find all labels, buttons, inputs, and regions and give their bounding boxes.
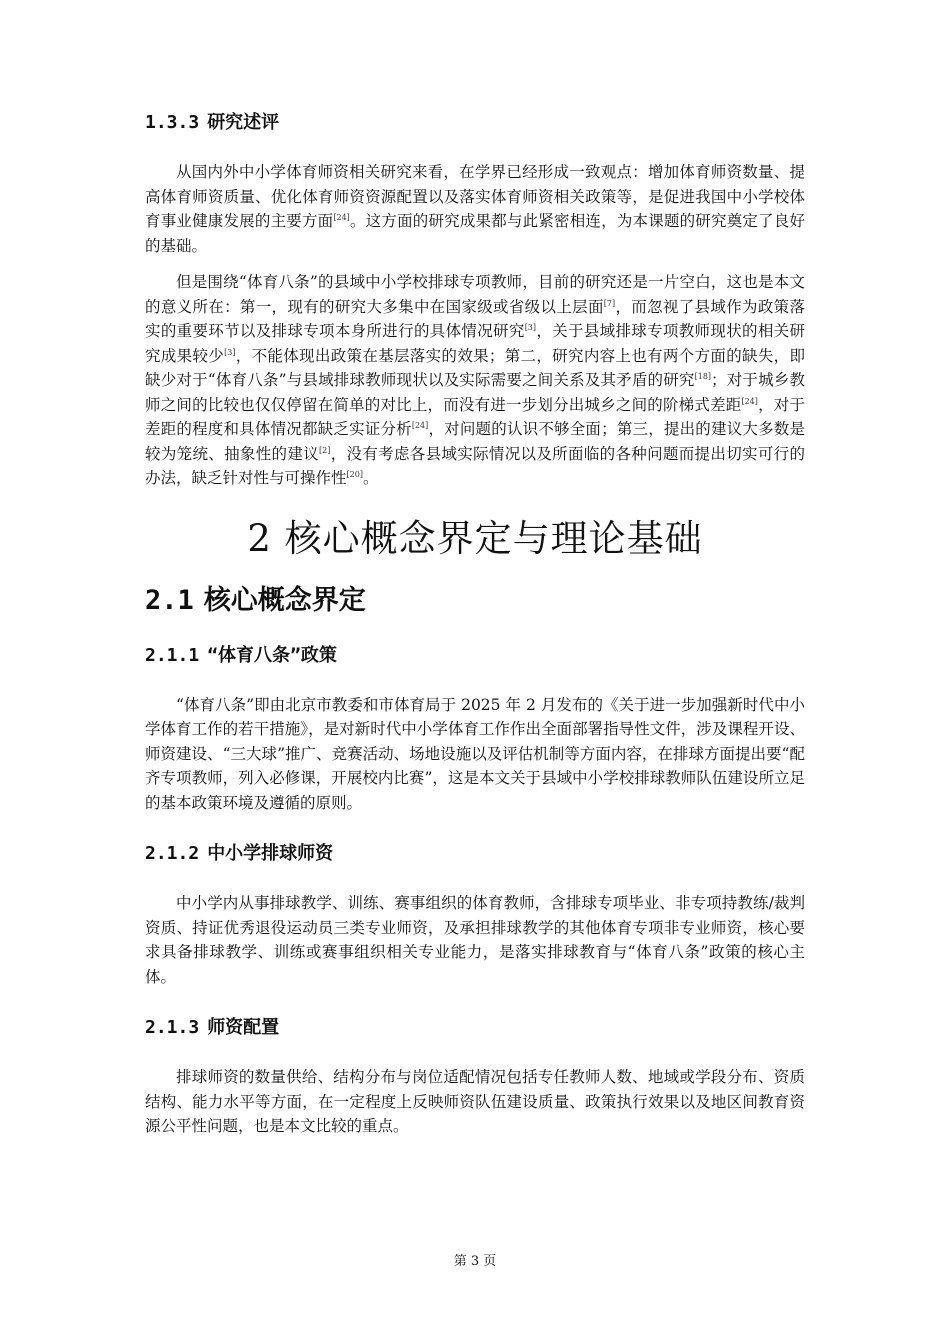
paragraph-review-2 [145, 270, 805, 491]
page-content [145, 110, 805, 1139]
heading-title: 研究述评 [207, 112, 280, 133]
heading-1-3-3 [145, 110, 805, 136]
heading-2-1-2 [145, 841, 805, 867]
text-run: 从国内外中小学体育师资相关研究来看，在学界已经形成一致观点：增加体育师资数量、提高体育师资质量、优化体育师资资源配置以及落实体育师资相关政策等，是促进我国中小学校体育事业健康发展的主要方面 [145, 163, 805, 230]
heading-2-1-1 [145, 643, 805, 669]
text-run: 但是围绕“体育八条”的县域中小学校排球专项教师，目前的研究还是一片空白，这也是本文的意义所在：第一，现有的研究大多集中在国家级或省级以上层面 [145, 273, 805, 316]
text-run: ，对于差距的程度和具体情况都缺乏实证分析 [145, 395, 805, 438]
text-run: ，不能体现出政策在基层落实的效果；第二，研究内容上也有两个方面的缺失，即缺少对于“体育八条”与县域排球教师现状以及实际需要之间关系及其矛盾的研究 [145, 346, 805, 389]
paragraph-teacher-allocation: 排球师资的数量供给、结构分布与岗位适配情况包括专任教师人数、地域或学段分布、资质结构、能力水平等方面，在一定程度上反映师资队伍建设质量、政策执行效果以及地区间教育资源公平性问题，也是本文比较的重点。 [145, 1068, 805, 1135]
citation: [24] [741, 396, 758, 406]
heading-number: 2.1.3 [145, 1017, 200, 1038]
citation: [3] [524, 322, 537, 332]
heading-title: 核心概念界定 [203, 584, 366, 616]
heading-number: 1.3.3 [145, 112, 200, 133]
text-run: ，关于县域排球专项教师现状的相关研究成果较少 [145, 322, 805, 365]
text-run: 。 [362, 469, 379, 487]
chapter-title: 2 核心概念界定与理论基础 [247, 516, 703, 560]
page-number: 第 3 页 [453, 1254, 497, 1269]
heading-title: “体育八条”政策 [207, 644, 337, 666]
citation: [3] [224, 347, 236, 357]
citation: [24] [411, 420, 429, 430]
paragraph-review-1 [145, 160, 805, 258]
text-run: 。这方面的研究成果都与此紧密相连，为本课题的研究奠定了良好的基础。 [145, 212, 805, 255]
citation: [7] [603, 298, 616, 308]
heading-number: 2.1 [145, 584, 194, 616]
heading-title: 师资配置 [207, 1017, 280, 1038]
heading-number: 2.1.2 [145, 843, 200, 864]
heading-title: 中小学排球师资 [207, 843, 334, 864]
heading-number: 2.1.1 [145, 644, 200, 666]
paragraph-volleyball-teachers: 中小学内从事排球教学、训练、赛事组织的体育教师，含排球专项毕业、非专项持教练/裁判资质、持证优秀退役运动员三类专业师资，及承担排球教学的其他体育专项非专业师资，核心要求具备排球教学、训练或赛事组织相关专业能力，是落实排球教育与“体育八条”政策的核心主体。 [145, 894, 805, 986]
heading-2-1-3 [145, 1015, 805, 1041]
text-run: ，对问题的认识不够全面；第三，提出的建议大多数是较为笼统、抽象性的建议 [145, 420, 805, 463]
citation: [20] [346, 469, 363, 479]
citation: [24] [333, 212, 350, 222]
text-run: ；对于城乡教师之间的比较也仅仅停留在简单的对比上，而没有进一步划分出城乡之间的阶梯式差距 [145, 371, 805, 414]
citation: [2] [319, 445, 331, 455]
heading-2-1 [145, 583, 805, 619]
citation: [18] [694, 371, 712, 381]
text-run: ，没有考虑各县域实际情况以及所面临的各种问题而提出切实可行的办法，缺乏针对性与可操作性 [145, 444, 805, 487]
paragraph-policy: “体育八条”即由北京市教委和市体育局于 2025 年 2 月发布的《关于进一步加强新时代中小学体育工作的若干措施》，是对新时代中小学体育工作作出全面部署指导性文件，涉及课程开设、师资建设、“三大球”推广、竞赛活动、场地设施以及评估机制等方面内容，在排球方面提出要“配齐专项教师，列入必修课，开展校内比赛”，这是本文关于县域中小学校排球教师队伍建设所立足的基本政策环境及遵循的原则。 [145, 695, 805, 812]
text-run: ，而忽视了县域作为政策落实的重要环节以及排球专项本身所进行的具体情况研究 [145, 297, 805, 340]
